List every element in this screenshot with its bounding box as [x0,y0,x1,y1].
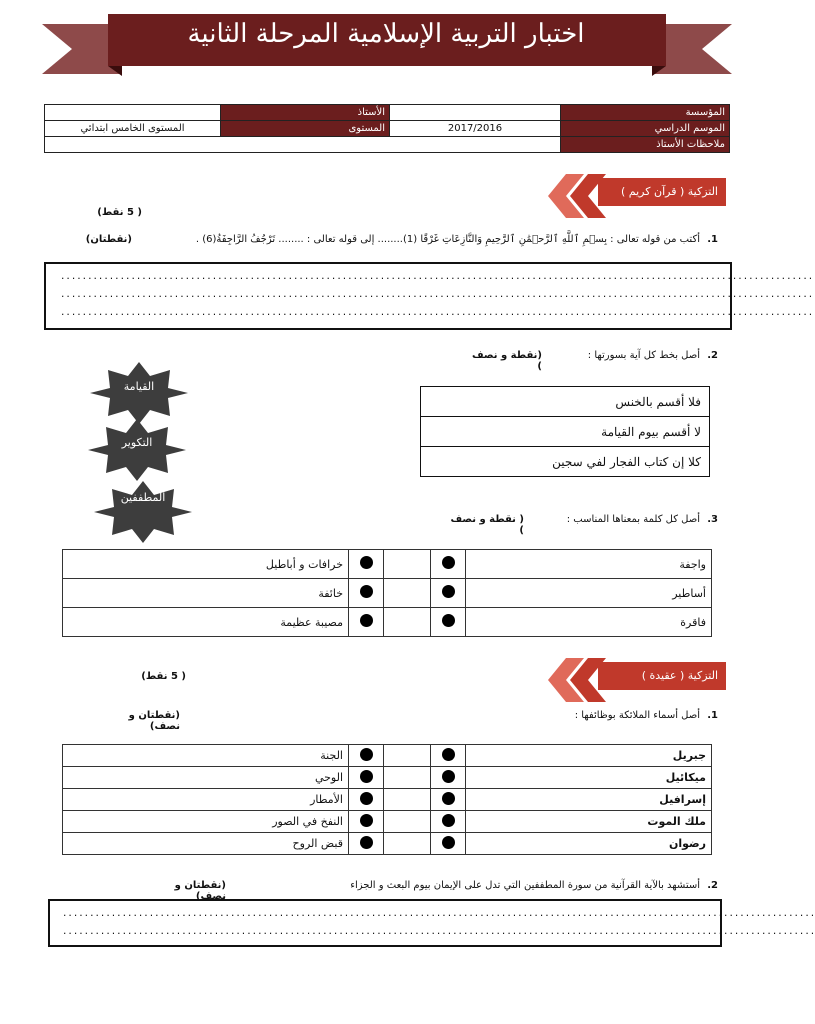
duty-cell: النفخ في الصور [63,811,349,833]
verse-item[interactable]: فلا أقسم بالخنس [421,387,710,417]
season-label: الموسم الدراسي [561,121,730,137]
word-cell: واجفة [466,550,712,579]
section1-points: ( 5 نقط) [97,207,142,218]
season-value: 2017/2016 [390,121,561,137]
duty-cell: الأمطار [63,789,349,811]
angel-cell: ملك الموت [466,811,712,833]
match-dot[interactable] [442,585,455,598]
meaning-cell: خائفة [63,579,349,608]
section2-points: ( 5 نقط) [141,671,186,682]
table-row [63,789,712,811]
table-row [63,745,712,767]
match-dot[interactable] [360,836,373,849]
sura-label: المطففين [120,491,166,504]
s1-q3-number: 3. [707,514,718,525]
sura-star-icon[interactable] [94,472,192,552]
notes-label: ملاحظات الأستاذ [561,137,730,153]
info-table [44,104,730,153]
match-dot[interactable] [442,556,455,569]
s2-q2-number: 2. [707,880,718,891]
duty-cell: قبض الروح [63,833,349,855]
teacher-label: الأستاذ [221,105,390,121]
table-row [63,550,712,579]
match-dot[interactable] [442,770,455,783]
angel-cell: إسرافيل [466,789,712,811]
s1-q1-text: أكتب من قوله تعالى : بِسۡمِ ٱللَّهِ ٱلرَّحۡمَٰنِ ٱلرَّحِيمِ وَالنَّازِعَاتِ غَرْقًا (1)........ إلى قوله تعالى : ........ تَرْجُفُ الرَّاجِفَةُ(6) . [195,234,700,245]
duty-cell: الجنة [63,745,349,767]
word-cell: فاقرة [466,608,712,637]
s2-q2-points: (نقطتان و نصف) [174,880,226,902]
section1-tag: التزكية ( قرآن كريم ) [598,178,726,206]
s1-q3-text: أصل كل كلمة بمعناها المناسب : [566,514,700,525]
answer-line: ........................................................................................................................................... [62,927,815,937]
section2-tag: التزكية ( عقيدة ) [598,662,726,690]
teacher-value[interactable] [45,105,221,121]
s1-q1-answer-box[interactable] [44,262,814,330]
level-label: المستوى [221,121,390,137]
table-row [63,811,712,833]
notes-value[interactable] [45,137,561,153]
s2-q1-number: 1. [707,710,718,721]
match-dot[interactable] [442,748,455,761]
s2-q2-text: أستشهد بالآية القرآنية من سورة المطففين التي تدل على الإيمان بيوم البعث و الجزاء [350,880,700,891]
match-dot[interactable] [360,614,373,627]
s1-q3-points: ( نقطة و نصف ) [450,514,524,536]
match-dot[interactable] [360,556,373,569]
match-dot[interactable] [442,614,455,627]
table-row [63,579,712,608]
s1-q1-points: (نقطتان) [85,234,132,245]
verses-table [420,386,710,477]
s1-q2-number: 2. [707,350,718,361]
match-dot[interactable] [360,814,373,827]
angels-match-table [62,744,712,855]
s2-q2-answer-box[interactable] [48,899,815,947]
match-dot[interactable] [360,770,373,783]
match-dot[interactable] [442,814,455,827]
s2-q1-text: أصل أسماء الملائكة بوظائفها : [574,710,700,721]
table-row [63,608,712,637]
angel-cell: جبريل [466,745,712,767]
verse-item[interactable]: لا أقسم بيوم القيامة [421,417,710,447]
angel-cell: رضوان [466,833,712,855]
verse-item[interactable]: كلا إن كتاب الفجار لفي سجين [421,447,710,477]
meaning-cell: خرافات و أباطيل [63,550,349,579]
duty-cell: الوحي [63,767,349,789]
answer-line: ........................................................................................................................................... [62,909,815,919]
angel-cell: ميكائيل [466,767,712,789]
words-match-table [62,549,712,637]
level-value: المستوى الخامس ابتدائي [45,121,221,137]
s2-q1-points: (نقطتان و نصف) [128,710,180,732]
match-dot[interactable] [360,792,373,805]
answer-line: ........................................................................................................................................... [60,308,814,318]
s1-q2-text: أصل بخط كل آية بسورتها : [587,350,700,361]
match-dot[interactable] [442,836,455,849]
answer-line: ........................................................................................................................................... [60,290,814,300]
table-row [63,767,712,789]
match-dot[interactable] [360,748,373,761]
table-row [63,833,712,855]
sura-label: التكوير [121,436,153,449]
match-dot[interactable] [360,585,373,598]
match-dot[interactable] [442,792,455,805]
answer-line: ........................................................................................................................................... [60,272,814,282]
institution-value[interactable] [390,105,561,121]
sura-label: القيامة [123,380,155,393]
word-cell: أساطير [466,579,712,608]
institution-label: المؤسسة [561,105,730,121]
meaning-cell: مصيبة عظيمة [63,608,349,637]
s1-q1-number: 1. [707,234,718,245]
page-title: اختبار التربية الإسلامية المرحلة الثانية [187,19,585,49]
s1-q2-points: (نقطة و نصف ) [471,350,542,372]
